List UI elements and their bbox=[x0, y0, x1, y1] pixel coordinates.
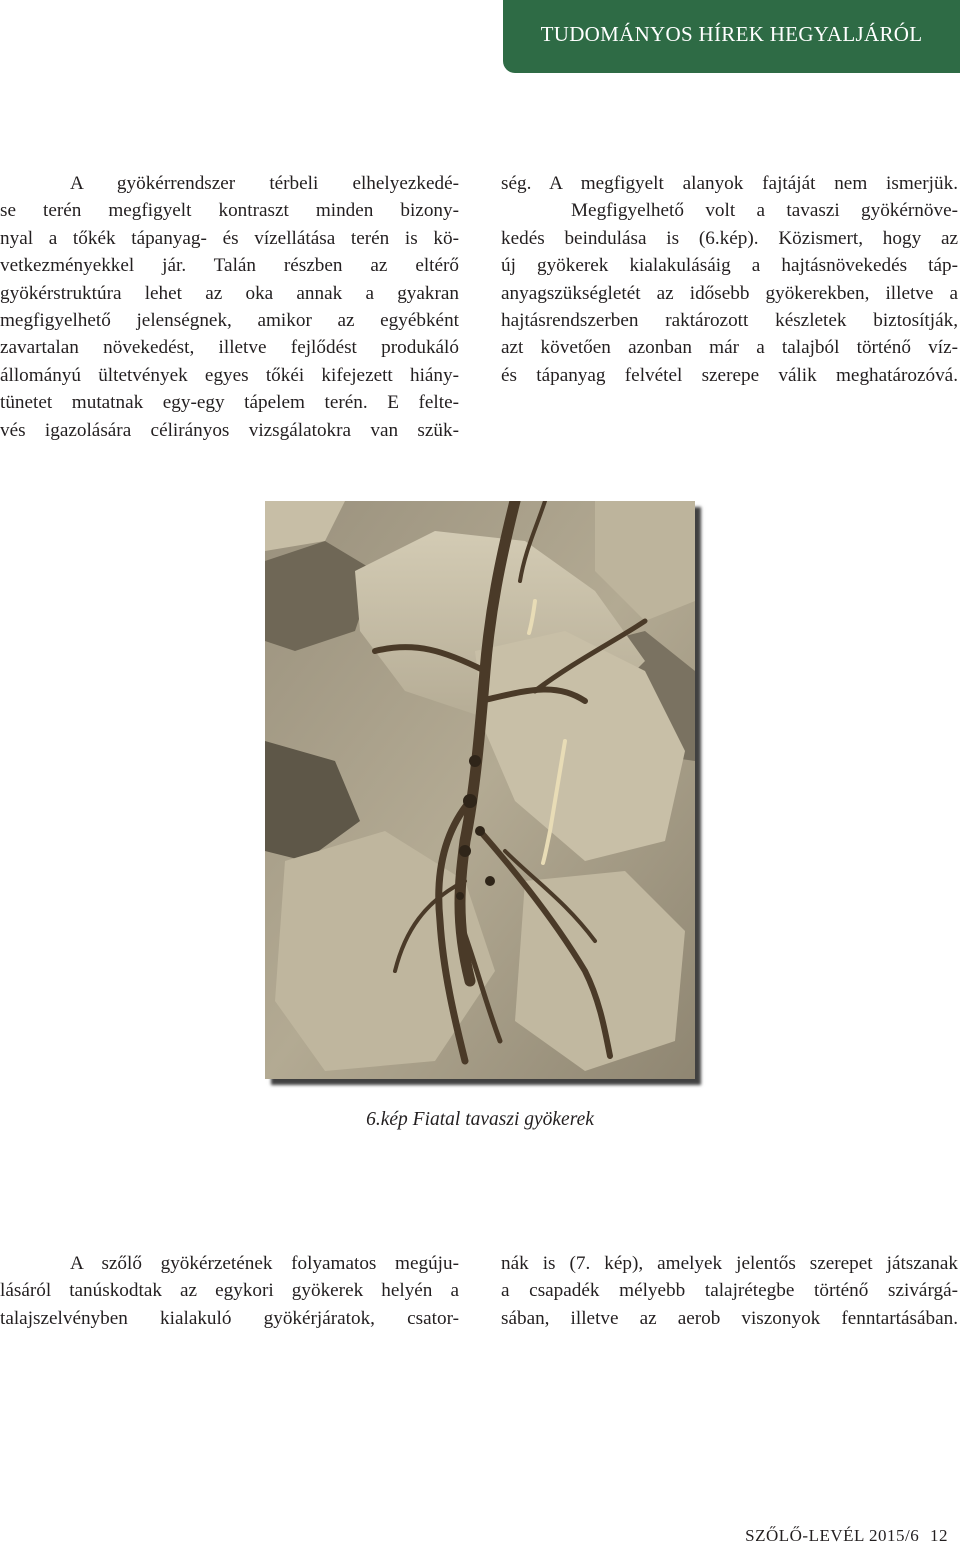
text-line: kedés beindulása is (6.kép). Közismert, hogy az bbox=[501, 227, 958, 249]
text-line: megfigyelhető jelenségnek, amikor az egyébként bbox=[0, 310, 459, 332]
text-line: lásáról tanúskodtak az egykori gyökerek helyén a bbox=[0, 1280, 459, 1302]
text-line: és tápanyag felvétel szerepe válik meghatározóvá. bbox=[501, 364, 958, 386]
text-line: A gyökérrendszer térbeli elhelyezkedé- bbox=[70, 173, 459, 194]
roots-photo bbox=[265, 501, 695, 1079]
text-line: talajszelvényben kialakuló gyökérjáratok, csator- bbox=[0, 1307, 459, 1329]
text-line: új gyökerek kialakulásáig a hajtásnövekedés táp- bbox=[501, 255, 958, 277]
text-line: állományú ültetvények egyes tőkéi kifejezett hiány- bbox=[0, 364, 459, 386]
text-line: sában, illetve az aerob viszonyok fenntartásában. bbox=[501, 1307, 958, 1329]
text-line: tünetet mutatnak egy-egy tápelem terén. E felte- bbox=[0, 392, 459, 414]
page-number: 12 bbox=[930, 1526, 948, 1545]
text-line: hajtásrendszerben raktározott készletek biztosítják, bbox=[501, 310, 958, 332]
text-line: vés igazolására célirányos vizsgálatokra van szük- bbox=[0, 419, 459, 441]
paragraph-1-left bbox=[0, 170, 459, 444]
publication-name: SZŐLŐ-LEVÉL 2015/6 bbox=[745, 1526, 920, 1545]
section-header-title: TUDOMÁNYOS HÍREK HEGYALJÁRÓL bbox=[540, 22, 923, 46]
text-line: a csapadék mélyebb talajrétegbe történő szivárgá- bbox=[501, 1280, 958, 1302]
paragraph-2-left bbox=[0, 1250, 459, 1332]
figure-caption: 6.kép Fiatal tavaszi gyökerek bbox=[366, 1109, 594, 1130]
text-line: nyal a tőkék tápanyag- és vízellátása terén is kö- bbox=[0, 227, 459, 249]
text-line: gyökérstruktúra lehet az oka annak a gyakran bbox=[0, 282, 459, 304]
page-footer bbox=[739, 1526, 948, 1546]
text-line: azt követően azonban már a talajból történő víz- bbox=[501, 337, 958, 359]
section-header-tab bbox=[503, 0, 960, 73]
text-line: nák is (7. kép), amelyek jelentős szerepet játszanak bbox=[501, 1253, 958, 1274]
text-line: A szőlő gyökérzetének folyamatos megúju- bbox=[70, 1253, 459, 1274]
paragraph-1-right bbox=[501, 170, 958, 389]
text-line: zavartalan növekedést, illetve fejlődést produkáló bbox=[0, 337, 459, 359]
paragraph-2-right bbox=[501, 1250, 958, 1332]
text-line: ség. A megfigyelt alanyok fajtáját nem ismerjük. bbox=[501, 173, 958, 194]
text-line: Megfigyelhető volt a tavaszi gyökérnöve- bbox=[571, 200, 958, 222]
text-line: anyagszükségletét az idősebb gyökerekben, illetve a bbox=[501, 282, 958, 304]
text-line: se terén megfigyelt kontraszt minden bizony- bbox=[0, 200, 459, 222]
text-line: vetkezményekkel jár. Talán részben az eltérő bbox=[0, 255, 459, 277]
